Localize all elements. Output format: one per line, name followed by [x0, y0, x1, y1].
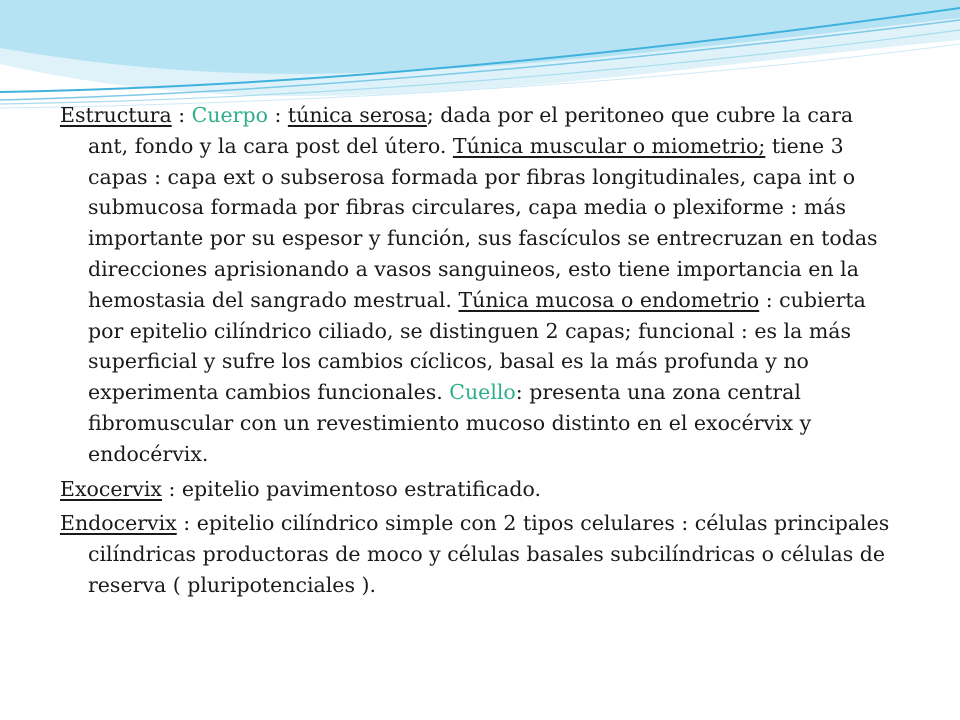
body-text — [60, 100, 890, 605]
text-segment: : — [171, 103, 192, 127]
text-segment: Túnica muscular o miometrio; — [452, 133, 766, 158]
text-segment: : — [267, 103, 288, 127]
text-segment: túnica serosa — [287, 103, 427, 127]
text-segment: Estructura — [60, 103, 172, 127]
text-segment: Cuerpo — [191, 103, 268, 127]
text-segment: ; dada por el peritoneo que cubre la cara ant, fondo y la cara post del útero. — [88, 103, 854, 158]
text-segment: : epitelio cilíndrico simple con 2 tipos celulares : células principales cilíndricas productoras de moco y células basales subcilíndricas o células de reserva ( pluripotenciales ). — [88, 511, 890, 597]
paragraph-exocervix — [60, 474, 890, 505]
text-segment: Endocervix — [60, 511, 177, 536]
text-segment: : cubierta por epitelio cilíndrico ciliado, se distinguen 2 capas; funcional : es la más superficial y sufre los cambios cíclicos, basal es la más profunda y no experimenta cambios funcionales. — [88, 287, 866, 405]
text-segment: Túnica mucosa o endometrio — [458, 287, 760, 312]
text-segment: Exocervix — [60, 476, 162, 501]
text-segment: : epitelio pavimentoso estratificado. — [161, 476, 541, 501]
paragraph-estructura — [60, 100, 890, 470]
text-segment: : presenta una zona central fibromuscular con un revestimiento mucoso distinto en el exocérvix y endocérvix. — [88, 380, 812, 466]
text-segment: tiene 3 capas : capa ext o subserosa formada por fibras longitudinales, capa int o submucosa formada por fibras circulares, capa media o plexiforme : más importante por su espesor y función, sus fascículos se entrecruzan en todas direcciones aprisionando a vasos sanguineos, esto tiene importancia en la hemostasia del sangrado mestrual. — [88, 133, 878, 312]
text-segment: Cuello — [449, 380, 516, 405]
paragraph-endocervix — [60, 508, 890, 600]
